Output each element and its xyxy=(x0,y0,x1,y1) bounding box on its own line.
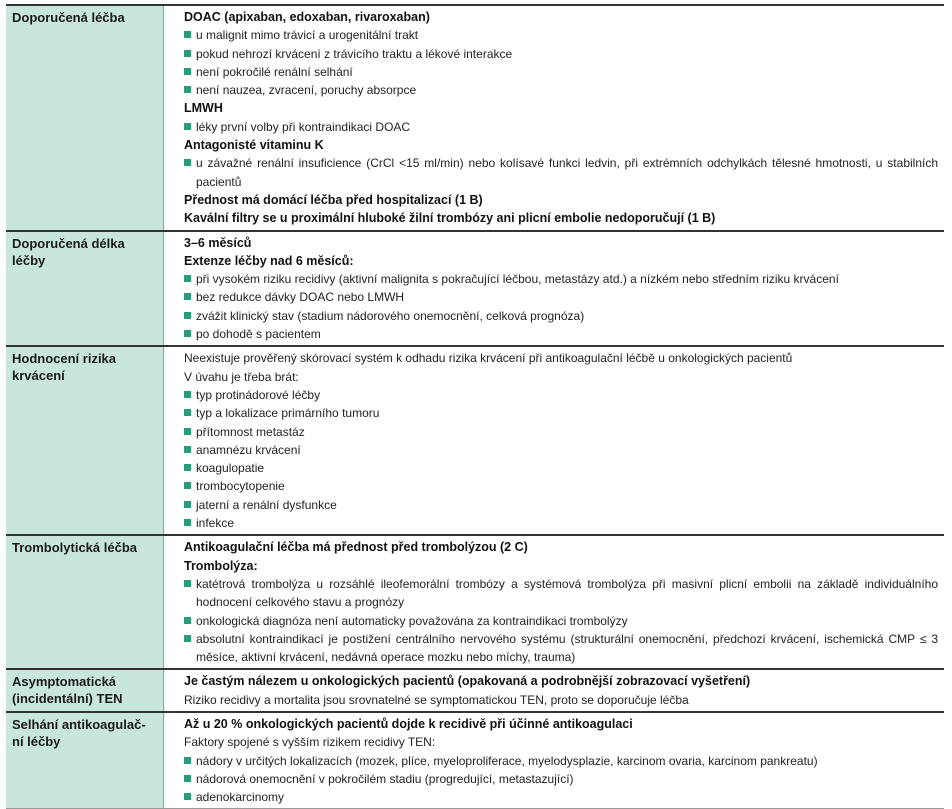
bullet-item xyxy=(184,325,938,343)
bold-heading: Je častým nálezem u onkologických pacientů (opakovaná a podrobnější zobrazovací vyšetření) xyxy=(184,674,751,689)
bullet-text: jaterní a renální dysfunkce xyxy=(196,497,337,512)
bullet-text: u závažné renální insuficience (CrCl <15 ml/min) nebo kolísavé funkci ledvin, při extrémních odchylkách tělesné hmotnosti, u stabilních pacientů xyxy=(196,156,938,189)
bullet-square-icon xyxy=(184,519,191,526)
bullet-text: nádory v určitých lokalizacích (mozek, plíce, myeloproliferace, myelodysplazie, karcinom ovaria, karcinom pankreatu) xyxy=(196,753,818,768)
bullet-square-icon xyxy=(184,409,191,416)
table-row xyxy=(6,711,944,809)
bullet-square-icon xyxy=(184,330,191,337)
bullet-square-icon xyxy=(184,312,191,319)
bullet-square-icon xyxy=(184,31,191,38)
bullet-item xyxy=(184,477,938,495)
bullet-item xyxy=(184,307,938,325)
row-content xyxy=(163,347,944,534)
paragraph-text: Riziko recidivy a mortalita jsou srovnatelné se symptomatickou TEN, proto se doporučuje léčba xyxy=(184,692,689,707)
bullet-square-icon xyxy=(184,159,191,166)
bullet-text: anamnézu krvácení xyxy=(196,442,301,457)
table-row xyxy=(6,230,944,346)
table-row xyxy=(6,534,944,668)
paragraph-text: V úvahu je třeba brát: xyxy=(184,369,299,384)
bullet-square-icon xyxy=(184,580,191,587)
bullet-square-icon xyxy=(184,617,191,624)
bullet-square-icon xyxy=(184,793,191,800)
bullet-square-icon xyxy=(184,123,191,130)
bullet-text: koagulopatie xyxy=(196,461,265,476)
bullet-square-icon xyxy=(184,391,191,398)
bullet-item xyxy=(184,386,938,404)
bullet-item xyxy=(184,496,938,514)
bullet-item xyxy=(184,788,938,806)
bullet-text: u malignit mimo trávicí a urogenitální trakt xyxy=(196,28,419,43)
bullet-text: není pokročilé renální selhání xyxy=(196,64,353,79)
row-label: Asymptomatická (incidentální) TEN xyxy=(6,670,163,711)
bold-heading: Extenze léčby nad 6 měsíců: xyxy=(184,253,354,268)
bullet-item xyxy=(184,630,938,667)
bullet-item xyxy=(184,441,938,459)
row-content xyxy=(163,536,944,668)
row-content xyxy=(163,6,944,230)
bullet-square-icon xyxy=(184,293,191,300)
bullet-text: onkologická diagnóza není automaticky považována za kontraindikaci trombolýzy xyxy=(196,613,628,628)
bullet-text: zvážit klinický stav (stadium nádorového onemocnění, celková prognóza) xyxy=(196,308,585,323)
bullet-square-icon xyxy=(184,446,191,453)
bullet-item xyxy=(184,118,938,136)
bullet-square-icon xyxy=(184,775,191,782)
bullet-text: přítomnost metastáz xyxy=(196,424,305,439)
bullet-square-icon xyxy=(184,86,191,93)
bold-heading: Antagonisté vitaminu K xyxy=(184,138,324,153)
bullet-item xyxy=(184,575,938,612)
bullet-item xyxy=(184,270,938,288)
bold-heading: Kavální filtry se u proximální hluboké žilní trombózy ani plicní embolie nedoporučují (1 B) xyxy=(184,211,716,226)
row-content xyxy=(163,232,944,346)
bullet-square-icon xyxy=(184,68,191,75)
bullet-text: trombocytopenie xyxy=(196,479,285,494)
table-row xyxy=(6,668,944,711)
bullet-text: infekce xyxy=(196,516,235,531)
bullet-text: typ a lokalizace primárního tumoru xyxy=(196,406,380,421)
bullet-text: nádorová onemocnění v pokročilém stadiu (progredující, metastazující) xyxy=(196,771,574,786)
row-label: Hodnocení rizika krvácení xyxy=(6,347,163,534)
bullet-item xyxy=(184,26,938,44)
row-label: Doporučená délka léčby xyxy=(6,232,163,346)
bullet-item xyxy=(184,770,938,788)
bold-heading: Přednost má domácí léčba před hospitalizací (1 B) xyxy=(184,192,483,207)
row-label: Trombolytická léčba xyxy=(6,536,163,668)
bullet-square-icon xyxy=(184,635,191,642)
bold-heading: LMWH xyxy=(184,101,223,116)
bold-heading: DOAC (apixaban, edoxaban, rivaroxaban) xyxy=(184,10,430,24)
bullet-text: absolutní kontraindikací je postižení centrálního nervového systému (strukturální onemocnění, předchozí krvácení, ischemická CMP ≤ 3 měsíce, aktivní krvácení, nedávná operace mozku nebo míchy, trauma) xyxy=(196,631,938,665)
bullet-square-icon xyxy=(184,428,191,435)
bullet-text: typ protinádorové léčby xyxy=(196,387,321,402)
row-label: Selhání antikoagulač-ní léčby xyxy=(6,713,163,808)
row-content xyxy=(163,713,944,808)
bullet-text: při vysokém riziku recidivy (aktivní malignita s pokračující léčbou, metastázy atd.) a nízkém nebo středním riziku krvácení xyxy=(196,272,839,287)
row-content xyxy=(163,670,944,711)
paragraph-text: Faktory spojené s vyšším rizikem recidivy TEN: xyxy=(184,735,436,750)
bullet-item xyxy=(184,514,938,532)
bullet-item xyxy=(184,752,938,770)
bold-heading: Trombolýza: xyxy=(184,558,258,573)
table-row xyxy=(6,4,944,230)
bullet-text: léky první volby při kontraindikaci DOAC xyxy=(196,119,411,134)
bullet-text: po dohodě s pacientem xyxy=(196,327,321,342)
guideline-table xyxy=(6,4,944,809)
bullet-text: není nauzea, zvracení, poruchy absorpce xyxy=(196,83,417,98)
paragraph-text: Neexistuje prověřený skórovací systém k odhadu rizika krvácení při antikoagulační léčbě u onkologických pacientů xyxy=(184,351,793,366)
table-row xyxy=(6,345,944,534)
bullet-item xyxy=(184,288,938,306)
bold-heading: 3–6 měsíců xyxy=(184,235,252,250)
bullet-item xyxy=(184,154,938,191)
bullet-item xyxy=(184,63,938,81)
bullet-text: adenokarcinomy xyxy=(196,790,285,805)
bullet-item xyxy=(184,612,938,630)
bullet-item xyxy=(184,81,938,99)
bullet-item xyxy=(184,404,938,422)
bullet-square-icon xyxy=(184,501,191,508)
bullet-text: katétrová trombolýza u rozsáhlé ileofemorální trombózy a systémová trombolýza při masivní plicní embolii na základě individuálního hodnocení celkového stavu a prognózy xyxy=(196,576,938,610)
bullet-text: pokud nehrozí krvácení z trávicího traktu a lékové interakce xyxy=(196,46,513,61)
bullet-item xyxy=(184,459,938,477)
bullet-square-icon xyxy=(184,275,191,282)
bold-heading: Antikoagulační léčba má přednost před trombolýzou (2 C) xyxy=(184,540,528,555)
bullet-square-icon xyxy=(184,50,191,57)
bullet-square-icon xyxy=(184,482,191,489)
bullet-item xyxy=(184,423,938,441)
bullet-square-icon xyxy=(184,757,191,764)
bullet-square-icon xyxy=(184,464,191,471)
bold-heading: Až u 20 % onkologických pacientů dojde k recidivě při účinné antikoagulaci xyxy=(184,716,633,731)
bullet-text: bez redukce dávky DOAC nebo LMWH xyxy=(196,290,405,305)
row-label: Doporučená léčba xyxy=(6,6,163,230)
bullet-item xyxy=(184,45,938,63)
